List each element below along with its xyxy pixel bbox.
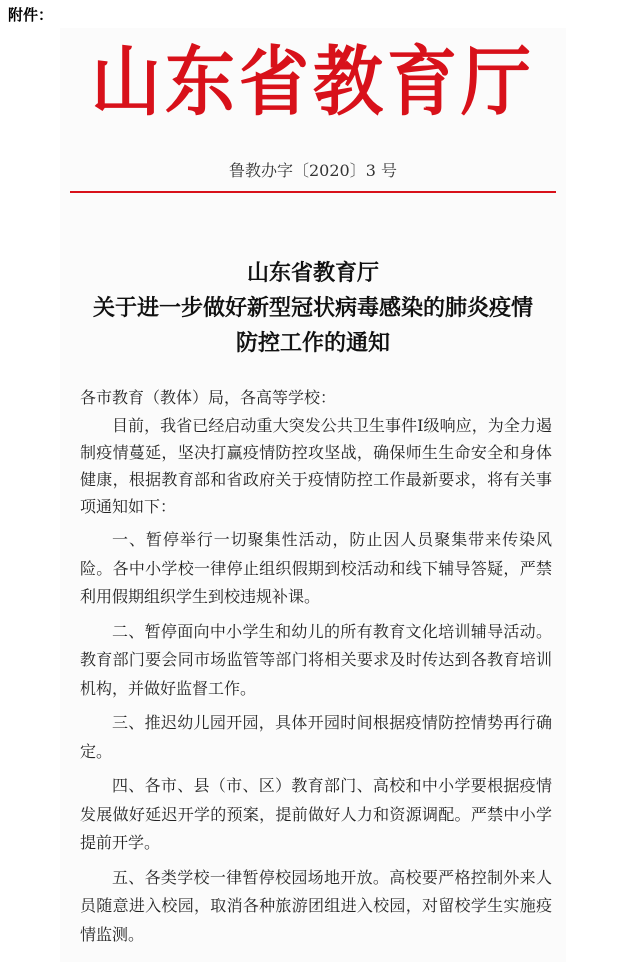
document-number: 鲁教办字〔2020〕3 号 bbox=[229, 161, 397, 180]
notice-title bbox=[60, 256, 566, 361]
attachment-label: 附件： bbox=[8, 6, 54, 24]
masthead: 山东省教育厅 bbox=[91, 36, 535, 127]
title-line-2: 关于进一步做好新型冠状病毒感染的肺炎疫情 bbox=[92, 295, 533, 321]
section-1: 一、暂停举行一切聚集性活动，防止因人员聚集带来传染风险。各中小学校一律停止组织假期到校活动和线下辅导答疑，严禁利用假期组织学生到校违规补课。 bbox=[80, 530, 552, 606]
section-2: 二、暂停面向中小学生和幼儿的所有教育文化培训辅导活动。教育部门要会同市场监管等部门将相关要求及时传达到各教育培训机构，并做好监督工作。 bbox=[80, 621, 552, 698]
section-5: 五、各类学校一律暂停校园场地开放。高校要严格控制外来人员随意进入校园，取消各种旅游团组进入校园，对留校学生实施疫情监测。 bbox=[80, 867, 552, 944]
notice-body bbox=[80, 384, 552, 949]
title-line-1: 山东省教育厅 bbox=[246, 260, 379, 286]
section-4: 四、各市、县（市、区）教育部门、高校和中小学要根据疫情发展做好延迟开学的预案，提前做好人力和资源调配。严禁中小学提前开学。 bbox=[80, 776, 552, 852]
red-divider bbox=[70, 191, 556, 193]
salutation: 各市教育（教体）局，各高等学校： bbox=[80, 388, 337, 407]
intro-paragraph: 目前，我省已经启动重大突发公共卫生事件Ⅰ级响应，为全力遏制疫情蔓延，坚决打赢疫情防控攻坚战，确保师生生命安全和身体健康，根据教育部和省政府关于疫情防控工作最新要求，将有关事项通知如下： bbox=[80, 416, 552, 516]
title-line-3: 防控工作的通知 bbox=[235, 330, 390, 356]
document-page bbox=[60, 28, 566, 962]
section-3: 三、推迟幼儿园开园，具体开园时间根据疫情防控情势再行确定。 bbox=[80, 713, 552, 761]
